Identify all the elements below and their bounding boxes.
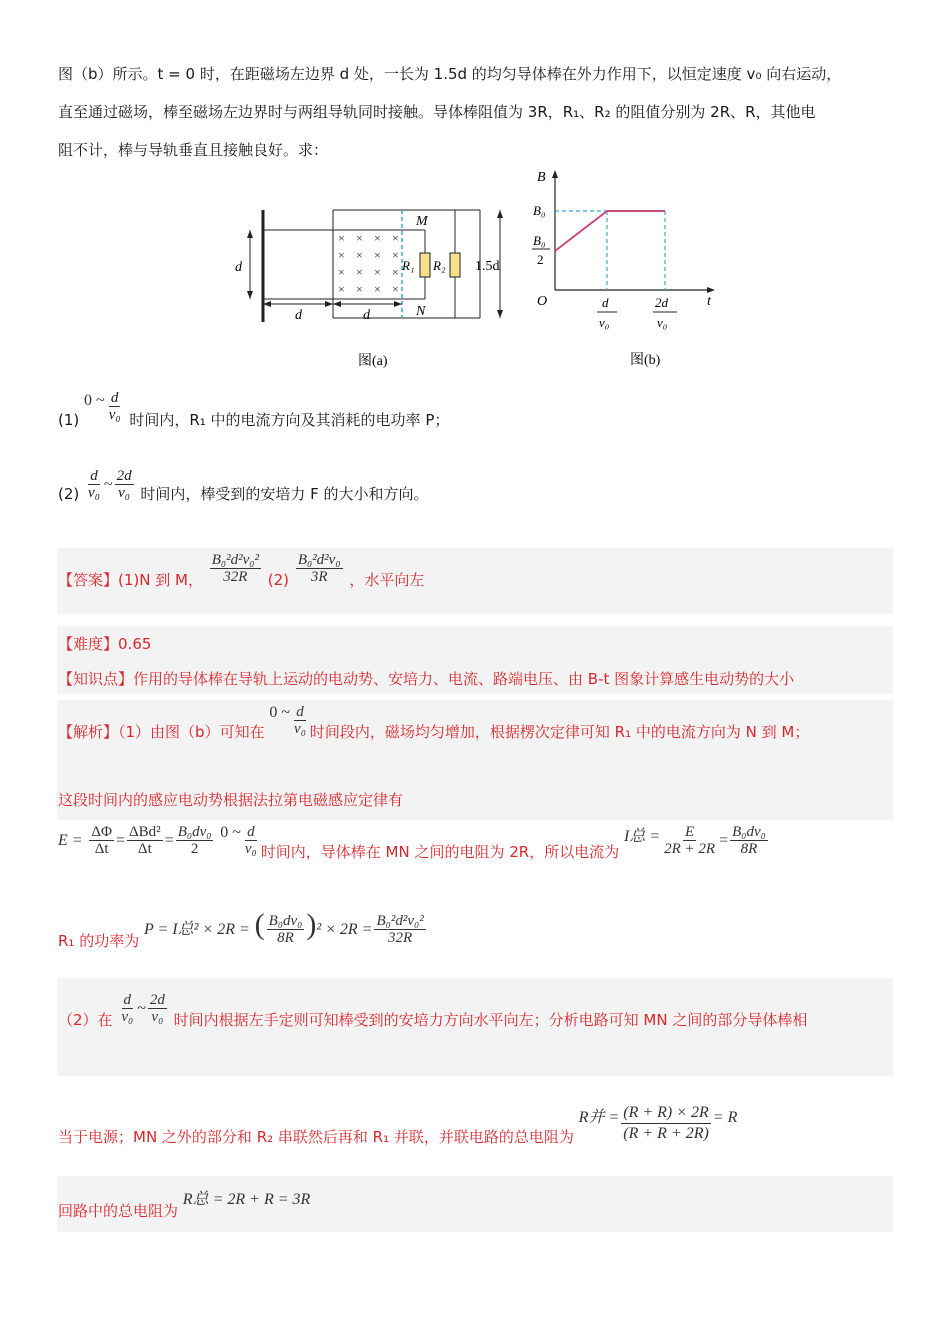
problem-line-1: 图（b）所示。t = 0 时，在距磁场左边界 d 处，一长为 1.5d 的均匀导体棒在外力作用下，以恒定速度 v₀ 向右运动， [58,65,842,83]
difficulty-label: 【难度】 [58,635,119,653]
analysis-line-2: 这段时间内的感应电动势根据法拉第电磁感应定律有 [58,791,404,809]
fig-b-tick-t1-den: v₀ [599,315,610,330]
analysis-s5-frac-2: $\frac{2d}{\text{v₀}}$ [149,992,165,1025]
fig-a-label-R1: R₁ [402,258,415,273]
analysis-s1-fraction: $\frac{d}{\text{v₀}}$ [294,704,306,737]
field-cross-0-1: × [356,231,363,245]
analysis-s6-text: 当于电源；MN 之外的部分和 R₂ 串联然后再和 R₁ 并联，并联电路的总电阻为 [58,1128,574,1146]
field-cross-2-1: × [356,265,363,279]
q2-fraction-1: $\frac{d}{\text{v₀}}$ [88,468,100,501]
analysis-s3-eq-3: = [719,832,729,849]
analysis-line-4 [58,908,428,950]
q2-tilde: ~ [103,476,113,493]
analysis-s3-frac-6: $\frac{\text{B₀dv₀}}{8R}$ [732,824,766,857]
fig-b-axis-x: t [707,294,711,309]
field-cross-1-1: × [356,248,363,262]
analysis-s4-mid: ² × 2R = [316,921,373,938]
answer-fraction-2: $\frac{\text{B₀²d²v₀}}{3R}$ [297,552,341,585]
q1-text: 时间内，R₁ 中的电流方向及其消耗的电功率 P； [129,411,450,429]
analysis-s3-range-prefix: 0 ~ [220,824,241,841]
answer-part-1: (1)N 到 M， [118,571,203,589]
q1-number: (1) [58,411,80,429]
answer-part-2: (2) [267,571,290,589]
field-cross-1-3: × [392,248,399,262]
analysis-s3-I: I总 = [623,828,661,845]
analysis-s5-b: 时间内根据左手定则可知棒受到的安培力方向水平向左；分析电路可知 MN 之间的部分导体棒相 [173,1011,808,1029]
question-1 [58,390,450,429]
field-cross-1-0: × [338,248,345,262]
fig-b-tick-B0: B₀ [533,203,546,218]
q2-fraction-2: $\frac{2d}{\text{v₀}}$ [116,468,132,501]
analysis-s1-b: 时间段内，磁场均匀增加，根据楞次定律可知 R₁ 中的电流方向为 N 到 M； [309,723,810,741]
answer-line [58,552,425,589]
analysis-s3-frac-3: $\frac{\text{B₀dv₀}}{2}$ [177,824,212,857]
analysis-s4-paren-left: ( [254,908,265,941]
figure-b-graph [525,165,725,375]
fig-b-tick-t2-num: 2d [655,295,668,310]
analysis-s3-eq-2: = [164,832,174,849]
analysis-s4-P: P = I总² × 2R = [144,921,250,938]
analysis-line-7 [58,1186,311,1220]
analysis-s3-frac-4: $\frac{d}{\text{v₀}}$ [244,824,257,857]
analysis-s5-tilde: ~ [137,1000,146,1017]
analysis-line-1 [58,704,810,741]
analysis-s3-frac-5: $\frac{E}{2R + 2R}$ [664,824,716,857]
fig-a-caption: 图(a) [358,354,388,369]
analysis-s3-frac-1: $\frac{\Delta\Phi}{\Delta t}$ [91,824,112,857]
field-cross-3-1: × [356,282,363,296]
analysis-s1-range-prefix: 0 ~ [269,704,291,721]
field-cross-2-2: × [374,265,381,279]
knowledge-label: 【知识点】 [58,670,134,688]
analysis-s6-Rp: R并 = [578,1109,620,1126]
fig-a-label-1-5d: 1.5d [475,259,500,274]
q1-fraction: $\frac{d}{\text{v₀}}$ [108,390,121,423]
analysis-s7-equation: R总 = 2R + R = 3R [182,1191,311,1208]
analysis-s4-paren-frac: $\frac{\text{B₀dv₀}}{8R}$ [268,913,303,946]
field-cross-0-3: × [392,231,399,245]
analysis-s3-E: E = [58,832,83,849]
figure-a-circuit [230,200,520,380]
field-cross-0-0: × [338,231,345,245]
analysis-s3-text: 时间内，导体棒在 MN 之间的电阻为 2R，所以电流为 [260,843,620,861]
field-cross-1-2: × [374,248,381,262]
analysis-s3-frac-2: $\frac{\text{ΔBd²}}{\Delta t}$ [129,824,161,857]
fig-a-label-d-left: d [235,260,242,275]
analysis-line-3 [58,824,770,861]
fig-b-origin: O [537,294,548,309]
question-2 [58,468,429,501]
field-cross-3-2: × [374,282,381,296]
analysis-s3-eq-1: = [115,832,126,849]
q2-number: (2) [58,485,80,503]
analysis-s5-frac-1: $\frac{d}{\text{v₀}}$ [121,992,134,1025]
field-cross-2-3: × [392,265,399,279]
analysis-s6-fraction: $\frac{(R + R) \times 2R}{(R + R + 2R)}$ [623,1104,709,1142]
analysis-s6-result: = R [712,1109,738,1126]
answer-label: 【答案】 [58,571,119,589]
analysis-label: 【解析】 [58,723,119,741]
field-cross-0-2: × [374,231,381,245]
analysis-s7-text: 回路中的总电阻为 [58,1202,179,1220]
difficulty-line [58,633,151,655]
field-cross-3-3: × [392,282,399,296]
fig-b-tick-B0-half-den: 2 [537,252,544,267]
fig-a-label-N: N [416,304,426,319]
field-cross-3-0: × [338,282,345,296]
fig-b-tick-B0-half-num: B₀ [533,233,546,248]
knowledge-text: 作用的导体棒在导轨上运动的电动势、安培力、电流、路端电压、由 B-t 图象计算感生电动势的大小 [133,670,795,688]
analysis-s5-a: （2）在 [58,1011,113,1029]
fig-b-axis-y: B [537,170,546,185]
problem-line-2: 直至通过磁场，棒至磁场左边界时与两组导轨同时接触。导体棒阻值为 3R，R₁、R₂ 的阻值分别为 2R、R，其他电 [58,103,816,121]
analysis-line-5 [58,992,808,1029]
q1-range-prefix: 0 ~ [84,392,105,409]
analysis-line-6 [58,1103,737,1144]
analysis-s1-a: （1）由图（b）可知在 [118,723,265,741]
analysis-s4-result: $\frac{\text{B₀²d²v₀²}}{32R}$ [376,913,424,946]
field-cross-2-0: × [338,265,345,279]
fig-a-label-M: M [416,214,428,229]
difficulty-value: 0.65 [118,635,152,653]
fig-a-label-d-bottom-1: d [295,308,302,323]
problem-line-3: 阻不计，棒与导轨垂直且接触良好。求： [58,141,329,159]
fig-b-tick-t2-den: v₀ [657,315,668,330]
answer-part-3: ，水平向左 [349,571,425,589]
q2-text: 时间内，棒受到的安培力 F 的大小和方向。 [140,485,429,503]
analysis-s4-text: R₁ 的功率为 [58,932,140,950]
analysis-s4-paren-right: ) [306,908,317,941]
fig-a-label-d-bottom-2: d [363,308,370,323]
fig-b-tick-t1-num: d [602,295,609,310]
fig-b-caption: 图(b) [630,353,661,368]
answer-fraction-1: $\frac{\text{B₀²d²v₀²}}{32R}$ [211,552,259,585]
knowledge-line [58,668,794,690]
fig-a-label-R2: R₂ [433,258,446,273]
